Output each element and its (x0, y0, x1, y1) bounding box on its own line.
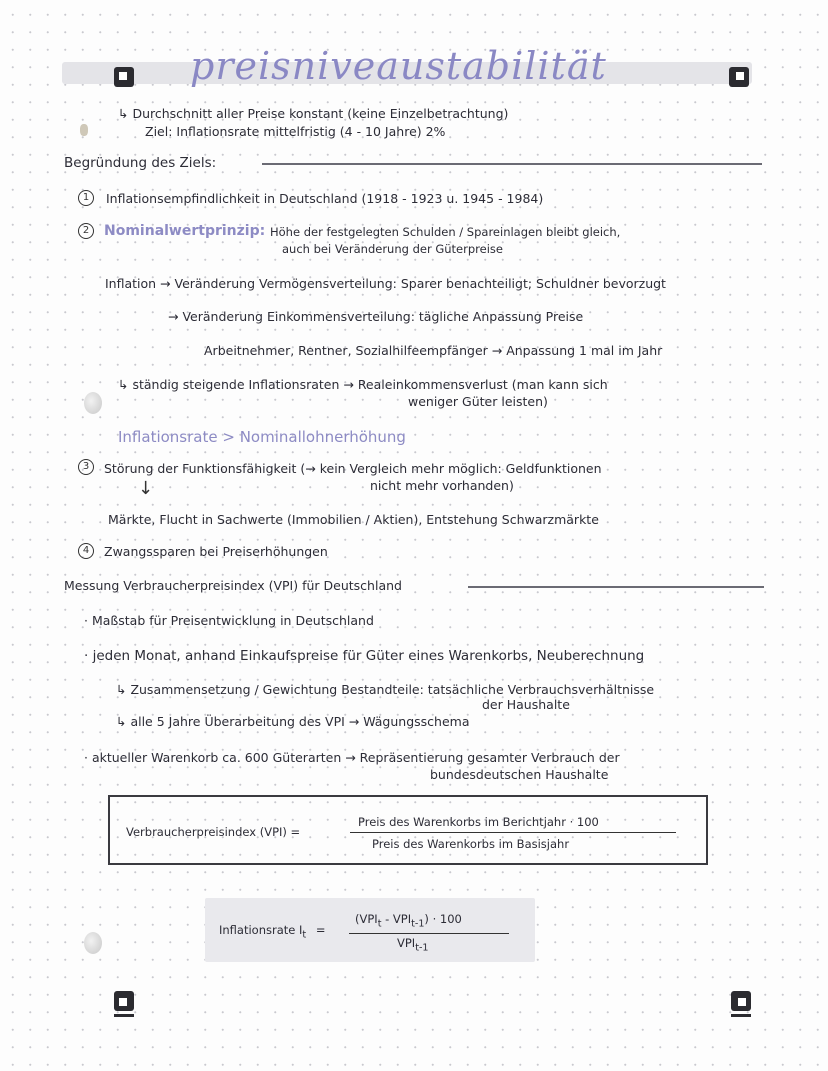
page-title: preisniveaustabilität (190, 44, 607, 88)
number-badge: 3 (78, 459, 94, 475)
denominator-subscript: t-1 (415, 942, 429, 954)
formula-label: Verbraucherpreisindex (VPI) = (126, 825, 301, 839)
inflation-line: weniger Güter leisten) (408, 394, 548, 409)
number-badge: 4 (78, 543, 94, 559)
bookmark-icon (113, 990, 135, 1018)
punch-hole (84, 932, 102, 954)
point-text: Inflationsempfindlichkeit in Deutschland (1918 - 1923 u. 1945 - 1984) (106, 191, 544, 206)
bookmark-icon (730, 990, 752, 1018)
bullet-line: ↳ Zusammensetzung / Gewichtung Bestandteile: tatsächliche Verbrauchsverhältnisse (116, 682, 655, 697)
fraction-line (349, 933, 509, 934)
inflation-line: Inflation → Veränderung Vermögensverteilung: Sparer benachteiligt; Schuldner bevorzugt (105, 276, 666, 291)
inflation-line: ↳ ständig steigende Inflationsraten → Realeinkommensverlust (man kann sich (118, 377, 608, 392)
numerator-part: ) · 100 (424, 912, 462, 926)
inflation-line: → Veränderung Einkommensverteilung: tägliche Anpassung Preise (168, 309, 584, 324)
bullet-line: ↳ alle 5 Jahre Überarbeitung des VPI → Wägungsschema (116, 714, 470, 729)
section-heading: Messung Verbraucherpreisindex (VPI) für Deutschland (64, 578, 402, 593)
intro-line: Ziel: Inflationsrate mittelfristig (4 - 10 Jahre) 2% (145, 124, 446, 139)
bullet-line: · jeden Monat, anhand Einkaufspreise für Güter eines Warenkorbs, Neuberechnung (84, 648, 645, 664)
inflation-formula-box (205, 898, 535, 962)
down-arrow-icon: ↓ (138, 478, 154, 499)
inflation-line: Arbeitnehmer, Rentner, Sozialhilfeempfänger → Anpassung 1 mal im Jahr (204, 343, 663, 358)
fraction-line (350, 832, 676, 833)
numerator-subscript: t-1 (411, 918, 425, 930)
point-text: Zwangssparen bei Preiserhöhungen (104, 544, 328, 559)
bullet-line: · aktueller Warenkorb ca. 600 Güterarten → Repräsentierung gesamter Verbrauch der (84, 750, 620, 765)
formula-denominator: Preis des Warenkorbs im Basisjahr (372, 837, 570, 851)
section-heading: Begründung des Ziels: (64, 155, 217, 171)
heading-underline (262, 163, 762, 165)
formula-numerator: Preis des Warenkorbs im Berichtjahr · 100 (358, 815, 599, 829)
vpi-formula-box (108, 795, 708, 865)
formula-equals: = (315, 923, 326, 937)
formula-numerator (355, 912, 462, 929)
numerator-subscript: t (377, 918, 382, 930)
number-badge: 2 (78, 223, 94, 239)
numerator-part: - VPI (381, 912, 412, 926)
formula-denominator (397, 936, 429, 953)
punch-hole (84, 392, 102, 414)
numerator-part: (VPI (355, 912, 378, 926)
point-text: auch bei Veränderung der Güterpreise (282, 242, 503, 256)
formula-label-text: Inflationsrate I (219, 923, 303, 937)
bullet-line: · Maßstab für Preisentwicklung in Deutschland (84, 613, 374, 628)
number-badge: 1 (78, 190, 94, 206)
bullet-line: bundesdeutschen Haushalte (430, 767, 609, 782)
point-label: Nominalwertprinzip: (104, 223, 266, 239)
point-text: nicht mehr vorhanden) (370, 478, 514, 493)
highlight-statement: Inflationsrate > Nominallohnerhöhung (118, 428, 406, 446)
denominator-part: VPI (397, 936, 416, 950)
markets-line: Märkte, Flucht in Sachwerte (Immobilien / Aktien), Entstehung Schwarzmärkte (108, 512, 599, 527)
bookmark-icon (113, 66, 135, 88)
intro-line: ↳ Durchschnitt aller Preise konstant (keine Einzelbetrachtung) (118, 106, 509, 121)
heading-underline (468, 586, 764, 588)
formula-label (219, 923, 325, 940)
point-text: Störung der Funktionsfähigkeit (→ kein Vergleich mehr möglich: Geldfunktionen (104, 461, 602, 476)
bullet-line: der Haushalte (482, 697, 570, 712)
punch-mark (80, 124, 88, 136)
bookmark-icon (728, 66, 750, 88)
formula-subscript: t (302, 929, 307, 941)
point-text: Höhe der festgelegten Schulden / Spareinlagen bleibt gleich, (270, 225, 621, 239)
